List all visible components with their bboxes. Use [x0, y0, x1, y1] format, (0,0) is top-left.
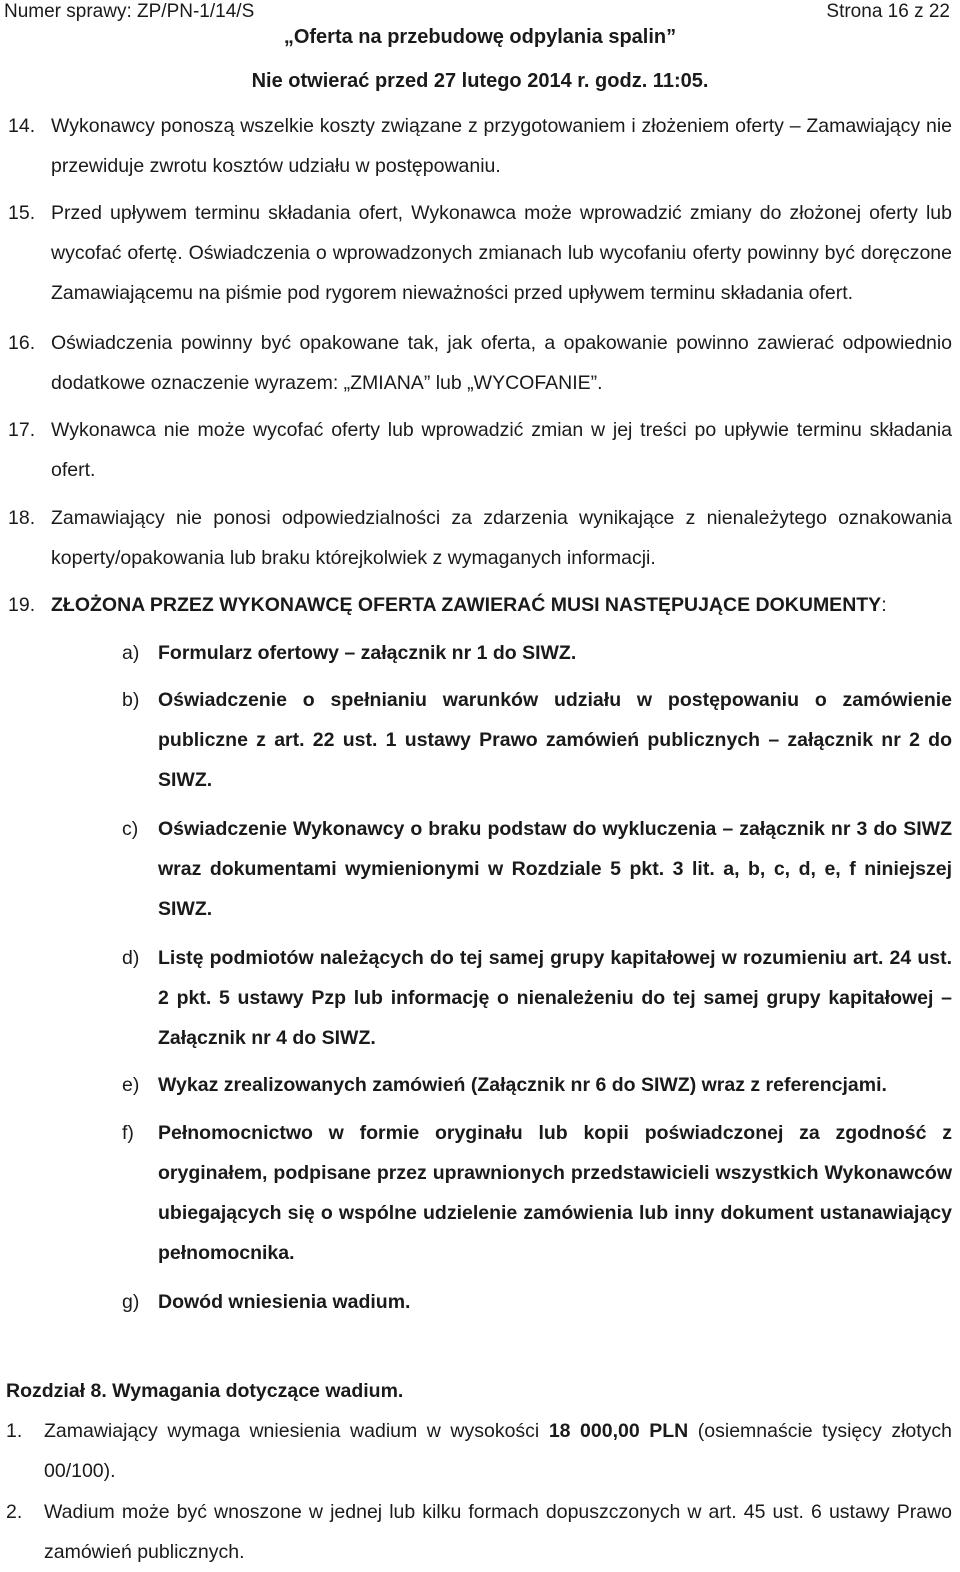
list-item — [8, 323, 952, 403]
case-number: Numer sprawy: ZP/PN-1/14/S — [4, 1, 255, 22]
document-text: Oświadczenie Wykonawcy o braku podstaw do wykluczenia – załącznik nr 3 do SIWZ wraz dokumentami wymienionymi w Rozdziale 5 pkt. 3 lit. a, b, c, d, e, f niniejszej SIWZ. — [158, 818, 952, 920]
text-fragment: (osiemnaście tysięcy złotych 00/100). — [44, 1420, 953, 1482]
document-label: c) — [122, 818, 139, 840]
list-item — [6, 1411, 952, 1491]
item-number: 18. — [8, 507, 36, 529]
item-number: 17. — [8, 419, 36, 441]
colon: : — [881, 594, 887, 616]
offer-title: „Oferta na przebudowę odpylania spalin” — [283, 26, 677, 48]
item-text: Wykonawcy ponoszą wszelkie koszty związane z przygotowaniem i złożeniem oferty – Zamawiający nie przewiduje zwrotu kosztów udziału w postępowaniu. — [51, 115, 952, 177]
list-item — [8, 585, 952, 625]
document-label: a) — [122, 642, 140, 664]
wadium-amount: 18 000,00 PLN — [548, 1420, 689, 1442]
list-item — [6, 1492, 952, 1572]
page-number: Strona 16 z 22 — [826, 1, 950, 22]
do-not-open-notice: Nie otwierać przed 27 lutego 2014 r. godz. 11:05. — [251, 70, 709, 92]
section-title: Rozdział 8. Wymagania dotyczące wadium. — [6, 1380, 404, 1402]
document-item-f — [122, 1113, 952, 1273]
item-text: Oświadczenia powinny być opakowane tak, jak oferta, a opakowanie powinno zawierać odpowiednio dodatkowe oznaczenie wyrazem: „ZMIANA” lub „WYCOFANIE”. — [51, 332, 952, 394]
item-text: Wadium może być wnoszone w jednej lub kilku formach dopuszczonych w art. 45 ust. 6 ustawy Prawo zamówień publicznych. — [44, 1501, 952, 1563]
page-header — [4, 0, 950, 24]
document-label: e) — [122, 1074, 140, 1096]
document-label: g) — [122, 1291, 140, 1313]
document-text: Oświadczenie o spełnianiu warunków udziału w postępowaniu o zamówienie publiczne z art. 22 ust. 1 ustawy Prawo zamówień publicznych – załącznik nr 2 do SIWZ. — [158, 689, 952, 791]
document-item-d — [122, 938, 952, 1058]
document-item-g — [122, 1282, 952, 1322]
document-item-e — [122, 1065, 952, 1105]
document-text: Formularz ofertowy – załącznik nr 1 do SIWZ. — [158, 642, 577, 664]
item-number: 14. — [8, 115, 36, 137]
document-item-a — [122, 633, 952, 673]
document-label: b) — [122, 689, 140, 711]
item-text: Wykonawca nie może wycofać oferty lub wprowadzić zmian w jej treści po upływie terminu składania ofert. — [51, 419, 952, 481]
item-text — [44, 1411, 952, 1491]
item-number: 16. — [8, 332, 36, 354]
document-item-b — [122, 680, 952, 800]
list-item — [8, 193, 952, 313]
item-number: 2. — [6, 1501, 23, 1523]
document-text: Pełnomocnictwo w formie oryginału lub kopii poświadczonej za zgodność z oryginałem, podpisane przez uprawnionych przedstawicieli wszystkich Wykonawców ubiegających się o wspólne udzielenie zamówienia lub inny dokument ustanawiający pełnomocnika. — [158, 1122, 952, 1264]
text-fragment: Zamawiający wymaga wniesienia wadium w wysokości — [44, 1420, 549, 1442]
document-text: Wykaz zrealizowanych zamówień (Załącznik nr 6 do SIWZ) wraz z referencjami. — [158, 1074, 887, 1096]
list-item — [8, 498, 952, 578]
item-text: Zamawiający nie ponosi odpowiedzialności za zdarzenia wynikające z nienależytego oznakowania koperty/opakowania lub braku którejkolwiek z wymaganych informacji. — [51, 507, 952, 569]
document-label: d) — [122, 947, 140, 969]
item-text: Przed upływem terminu składania ofert, Wykonawca może wprowadzić zmiany do złożonej oferty lub wycofać ofertę. Oświadczenia o wprowadzonych zmianach lub wycofaniu oferty powinny być doręczone Zamawiającemu na piśmie pod rygorem nieważności przed upływem terminu składania ofert. — [51, 202, 952, 304]
list-item — [8, 106, 952, 186]
item-number: 1. — [6, 1420, 23, 1442]
item-number: 19. — [8, 594, 36, 616]
item-text — [51, 585, 952, 625]
document-text: Listę podmiotów należących do tej samej grupy kapitałowej w rozumieniu art. 24 ust. 2 pkt. 5 ustawy Pzp lub informację o nienależeniu do tej samej grupy kapitałowej – Załącznik nr 4 do SIWZ. — [158, 947, 952, 1049]
document-label: f) — [122, 1122, 134, 1144]
document-item-c — [122, 809, 952, 929]
document-text: Dowód wniesienia wadium. — [158, 1291, 411, 1313]
item-number: 15. — [8, 202, 36, 224]
list-item — [8, 410, 952, 490]
documents-heading: ZŁOŻONA PRZEZ WYKONAWCĘ OFERTA ZAWIERAĆ MUSI NASTĘPUJĄCE DOKUMENTY — [51, 594, 882, 616]
